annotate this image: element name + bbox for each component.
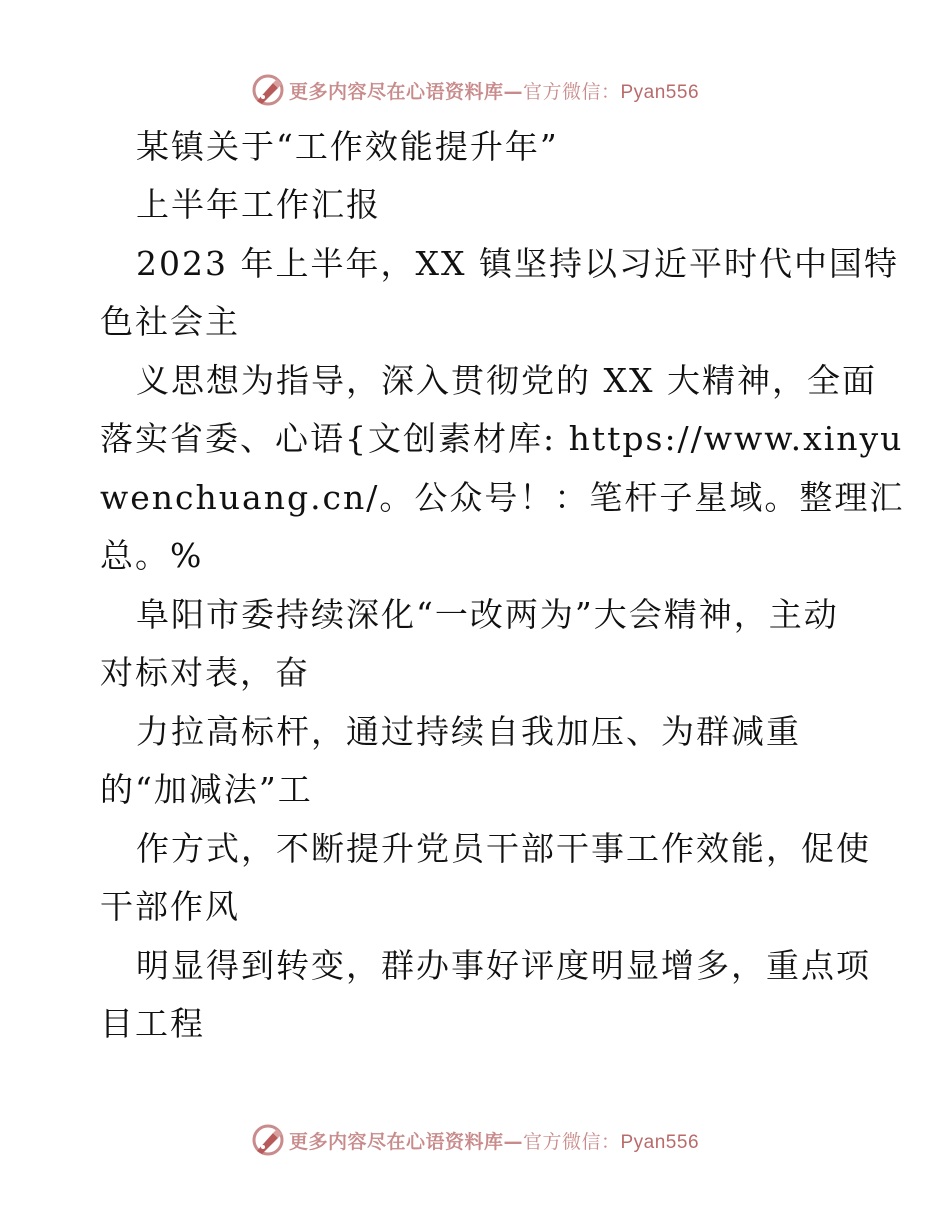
banner-main-text: 更多内容尽在心语资料库— — [288, 1130, 523, 1153]
paragraph-line: 落实省委、心语{文创素材库: https://www.xinyu — [100, 419, 904, 458]
paragraph-line: 色社会主 — [100, 302, 240, 341]
banner-wechat-label: 官方微信： — [522, 1130, 621, 1153]
pen-logo-icon — [251, 1123, 285, 1157]
paragraph-line: 力拉高标杆，通过持续自我加压、为群减重 — [136, 712, 801, 751]
document-title: 某镇关于“工作效能提升年” — [136, 127, 559, 166]
header-watermark-banner — [0, 70, 950, 110]
paragraph-line: 作方式，不断提升党员干部干事工作效能，促使 — [136, 829, 871, 868]
paragraph-line: 的“加减法”工 — [100, 770, 313, 809]
banner-text — [289, 77, 699, 104]
banner-wechat-id: Pyan556 — [620, 81, 700, 103]
paragraph-line: 明显得到转变，群办事好评度明显增多，重点项 — [136, 946, 871, 985]
paragraph-line: 对标对表，奋 — [100, 653, 310, 692]
banner-wechat-id: Pyan556 — [620, 1131, 700, 1153]
pen-logo-icon — [251, 73, 285, 107]
paragraph-line: 阜阳市委持续深化“一改两为”大会精神，主动 — [136, 595, 839, 634]
banner-wechat-label: 官方微信： — [522, 80, 621, 103]
paragraph-line: 2023 年上半年，XX 镇坚持以习近平时代中国特 — [136, 244, 899, 283]
paragraph-line: 总。% — [100, 536, 204, 575]
banner-text — [289, 1127, 699, 1154]
paragraph-line: 义思想为指导，深入贯彻党的 XX 大精神，全面 — [136, 361, 877, 400]
paragraph-line: 目工程 — [100, 1004, 205, 1043]
banner-main-text: 更多内容尽在心语资料库— — [288, 80, 523, 103]
document-subtitle: 上半年工作汇报 — [136, 185, 381, 224]
paragraph-line: wenchuang.cn/。公众号！：笔杆子星域。整理汇 — [100, 478, 905, 517]
paragraph-line: 干部作风 — [100, 887, 240, 926]
footer-watermark-banner — [0, 1120, 950, 1160]
